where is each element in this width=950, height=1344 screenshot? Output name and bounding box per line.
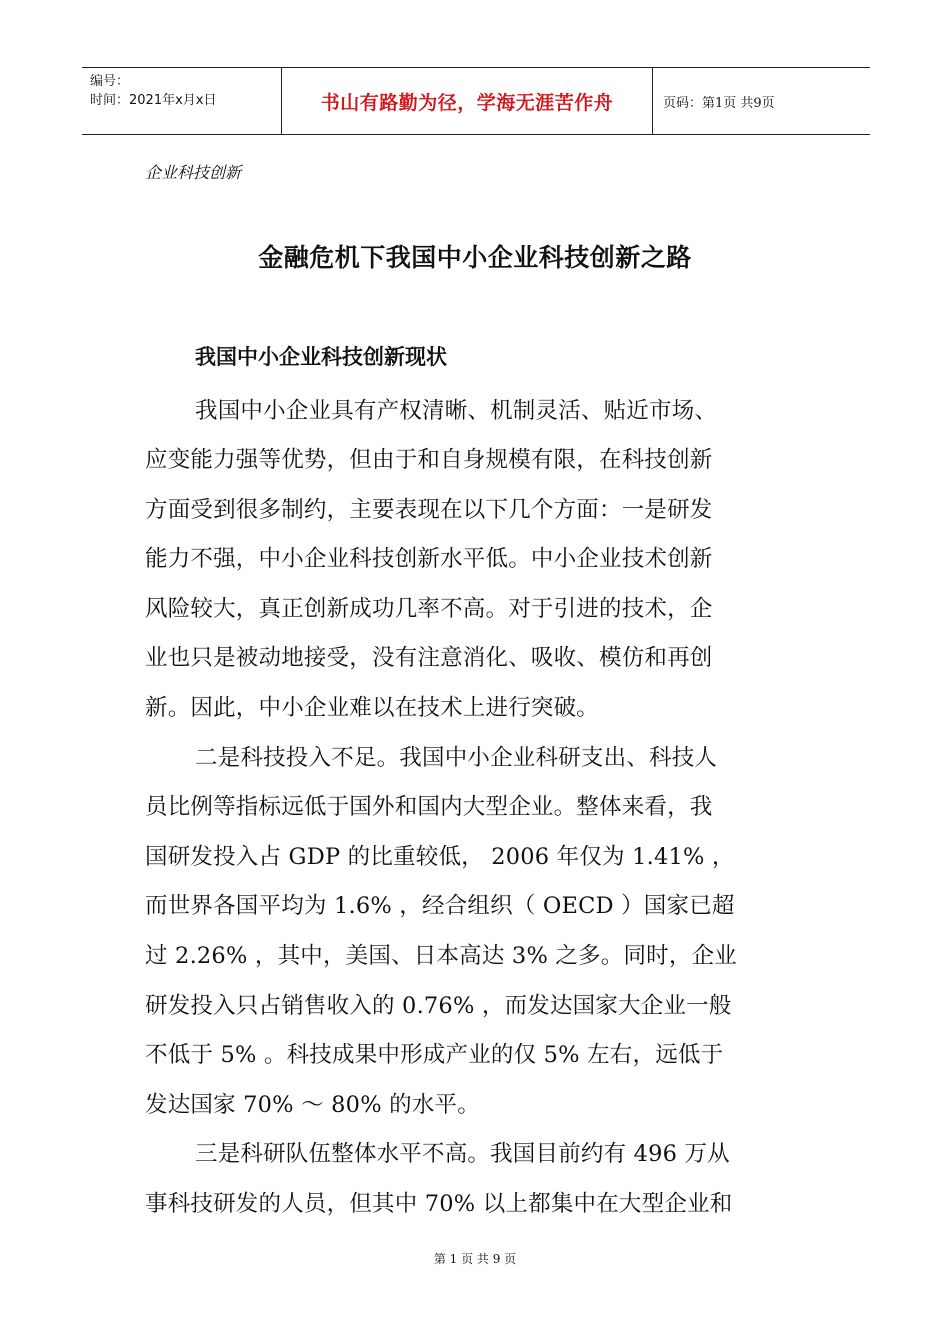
body-line: 方面受到很多制约，主要表现在以下几个方面：一是研发 (145, 497, 713, 523)
header-motto: 书山有路勤为径，学海无涯苦作舟 (282, 68, 653, 134)
header-meta (82, 68, 282, 134)
page-footer: 第 1 页 共 9 页 (433, 1252, 517, 1266)
document-title: 金融危机下我国中小企业科技创新之路 (258, 243, 692, 272)
body-line: 而世界各国平均为 1.6% ，经合组织（ OECD ）国家已超 (145, 893, 735, 919)
body-line: 新。因此，中小企业难以在技术上进行突破。 (145, 695, 600, 721)
body-line: 能力不强，中小企业科技创新水平低。中小企业技术创新 (145, 546, 713, 572)
body-line: 三是科研队伍整体水平不高。我国目前约有 496 万从 (195, 1141, 730, 1167)
body-line: 研发投入只占销售收入的 0.76% ，而发达国家大企业一般 (145, 993, 732, 1019)
document-header (82, 67, 870, 135)
body-line: 二是科技投入不足。我国中小企业科研支出、科技人 (195, 745, 718, 771)
body-line: 不低于 5% 。科技成果中形成产业的仅 5% 左右，远低于 (145, 1042, 724, 1068)
body-line: 国研发投入占 GDP 的比重较低， 2006 年仅为 1.41% ， (145, 844, 735, 870)
body-line: 员比例等指标远低于国外和国内大型企业。整体来看，我 (145, 794, 713, 820)
body-line: 发达国家 70% ～ 80% 的水平。 (145, 1092, 480, 1118)
number-label: 编号： (90, 74, 130, 89)
body-line: 应变能力强等优势，但由于和自身规模有限，在科技创新 (145, 447, 713, 473)
body-line: 我国中小企业具有产权清晰、机制灵活、贴近市场、 (195, 398, 718, 424)
time-label: 时间：2021年x月x日 (90, 93, 217, 108)
body-line: 风险较大，真正创新成功几率不高。对于引进的技术，企 (145, 596, 713, 622)
category-label: 企业科技创新 (145, 163, 242, 182)
section-heading: 我国中小企业科技创新现状 (195, 345, 447, 369)
body-line: 过 2.26% ，其中，美国、日本高达 3% 之多。同时，企业 (145, 943, 737, 969)
body-line: 事科技研发的人员，但其中 70% 以上都集中在大型企业和 (145, 1191, 733, 1217)
header-page-info: 页码：第1页 共9页 (663, 95, 775, 111)
body-line: 业也只是被动地接受，没有注意消化、吸收、模仿和再创 (145, 645, 713, 671)
